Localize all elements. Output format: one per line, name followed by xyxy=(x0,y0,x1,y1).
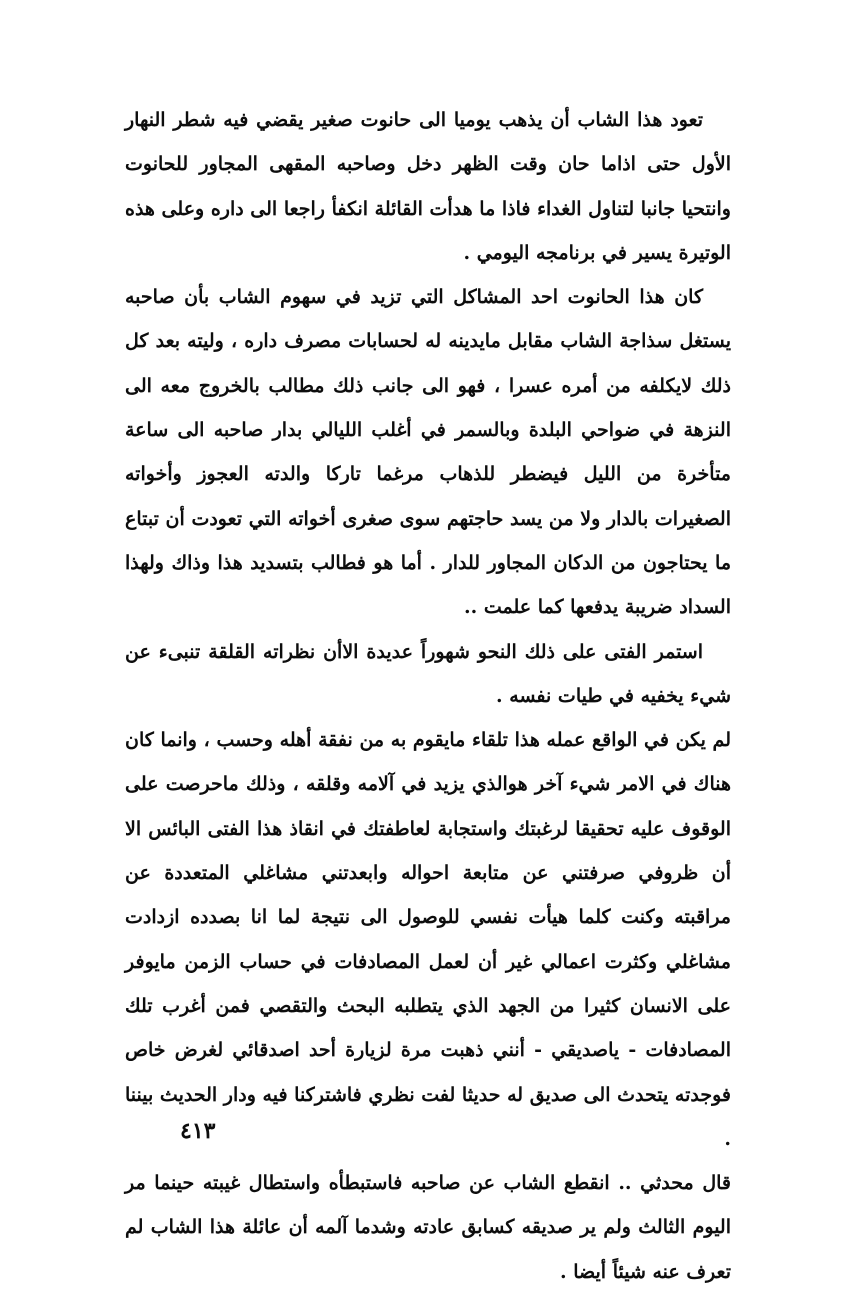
page-number: ٤١٣ xyxy=(180,1118,216,1144)
paragraph: قال محدثي .. انقطع الشاب عن صاحبه فاستبطأه واستطال غيبته حينما مر اليوم الثالث ولم ير صديقه كسابق عادته وشدما آلمه أن عائلة هذا الشاب لم تعرف عنه شيئاً أيضا . xyxy=(125,1172,731,1283)
paragraph: كان هذا الحانوت احد المشاكل التي تزيد في سهوم الشاب بأن صاحبه يستغل سذاجة الشاب مقابل مايدينه له لحسابات مصرف داره ، وليته بعد كل ذلك لايكلفه من أمره عسرا ، فهو الى جانب ذلك مطالب بالخروج معه الى النزهة في ضواحي البلدة وبالسمر في أغلب الليالي بدار صاحبه الى ساعة متأخرة من الليل فيضطر للذهاب مرغما تاركا والدته العجوز وأخواته الصغيرات بالدار ولا من يسد حاجتهم سوى صغرى أخواته التي تعودت أن تبتاع ما يحتاجون من الدكان المجاور للدار . أما هو فطالب بتسديد هذا وذاك ولهذا السداد ضريبة يدفعها كما علمت .. xyxy=(125,286,731,619)
paragraph: استمر الفتى على ذلك النحو شهوراً عديدة الاأن نظراته القلقة تنبىء عن شيء يخفيه في طيات نفسه . xyxy=(125,640,731,707)
paragraph: لم يكن في الواقع عمله هذا تلقاء مايقوم به من نفقة أهله وحسب ، وانما كان هناك في الامر شيء آخر هوالذي يزيد في آلامه وقلقه ، وذلك ماحرصت على الوقوف عليه تحقيقا لرغبتك واستجابة لعاطفتك في انقاذ هذا الفتى البائس الا أن ظروفي صرفتني عن متابعة احواله وابعدتني مشاغلي المتعددة عن مراقبته وكنت كلما هيأت نفسي للوصول الى نتيجة لما انا بصدده ازدادت مشاغلي وكثرت اعمالي غير أن لعمل المصادفات في حساب الزمن مايوفر على الانسان كثيرا من الجهد الذي يتطلبه البحث والتقصي فمن أغرب تلك المصادفات - ياصديقي - أنني ذهبت مرة لزيارة أحد اصدقائي لغرض خاص فوجدته يتحدث الى صديق له حديثا لفت نظري فاشتركنا فيه ودار الحديث بيننا . xyxy=(125,729,731,1150)
paragraph: تعود هذا الشاب أن يذهب يوميا الى حانوت صغير يقضي فيه شطر النهار الأول حتى اذاما حان وقت الظهر دخل وصاحبه المقهى المجاور للحانوت وانتحيا جانبا لتناول الغداء فاذا ما هدأت القائلة انكفأ راجعا الى داره وعلى هذه الوتيرة يسير في برنامجه اليومي . xyxy=(125,109,731,264)
body-text xyxy=(125,98,731,1294)
